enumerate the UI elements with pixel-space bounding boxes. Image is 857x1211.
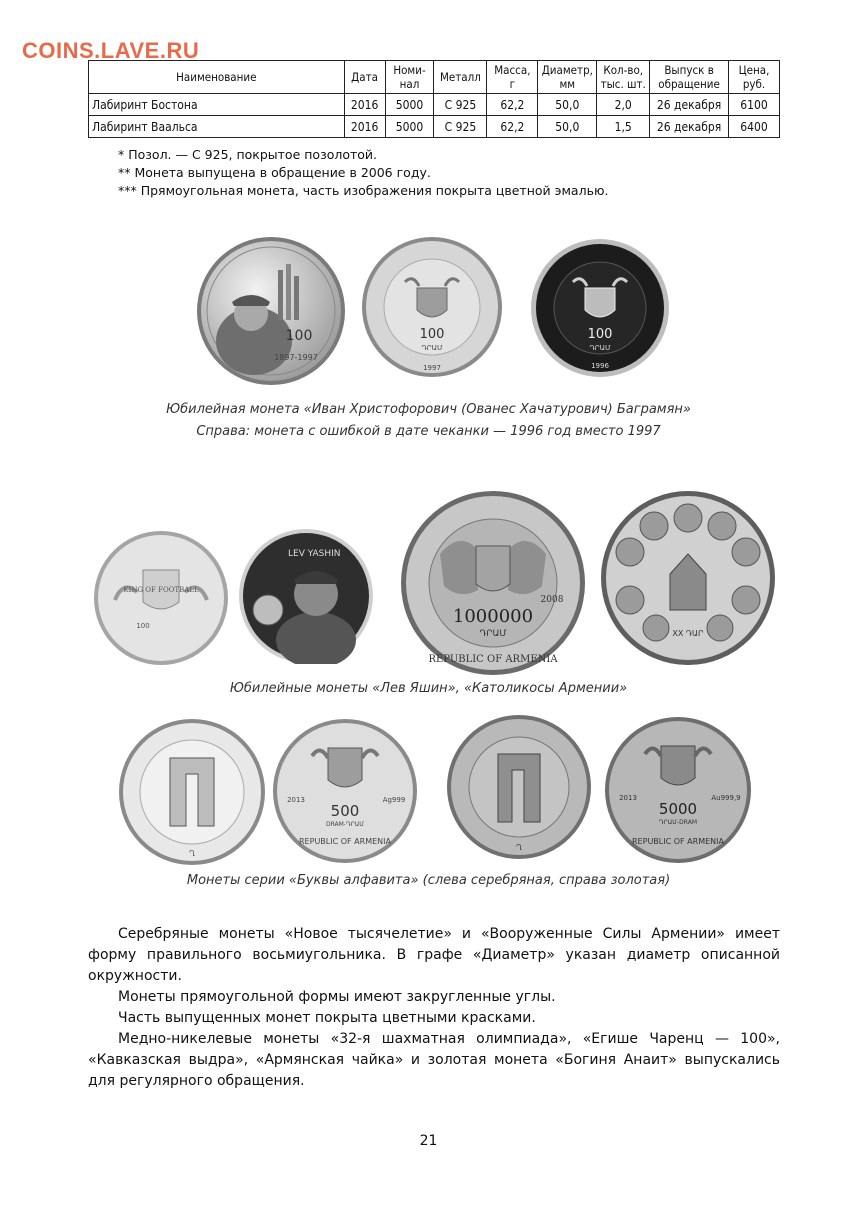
caption-bagramyan-note: Справа: монета с ошибкой в дате чеканки — 1996 год вместо 1997 xyxy=(196,424,661,439)
cell-price: 6100 xyxy=(729,94,780,116)
coin-legend: REPUBLIC OF ARMENIA xyxy=(632,837,724,846)
header-diameter: Диаметр, мм xyxy=(538,61,597,94)
coin-unit: ԴՐԱՄ xyxy=(421,344,443,352)
coin-legend: XX ԴԱՐ xyxy=(672,629,704,638)
coin-denomination: 1000000 xyxy=(452,606,534,627)
header-price: Цена, руб. xyxy=(729,61,780,94)
coin-unit: ԴՐԱՄ-DRAM xyxy=(658,819,698,826)
coin-denomination: 100 xyxy=(419,327,445,342)
header-date: Дата xyxy=(344,61,385,94)
coin-denomination: 100 xyxy=(285,328,313,344)
paragraph: Монеты прямоугольной формы имеют закругленные углы. xyxy=(118,989,556,1005)
coin-letter: Ղ xyxy=(188,849,196,858)
coin-unit: ԴՐԱՄ xyxy=(479,629,507,639)
cell-mass: 62,2 xyxy=(487,94,538,116)
coin-legend: REPUBLIC OF ARMENIA xyxy=(299,837,391,846)
cell-price: 6400 xyxy=(729,116,780,138)
cell-nominal: 5000 xyxy=(385,94,434,116)
header-metal: Металл xyxy=(434,61,487,94)
coins-table xyxy=(88,60,780,138)
coin-year: 1897-1997 xyxy=(274,353,318,362)
coin-500-dram xyxy=(272,718,418,864)
coin-year: 2008 xyxy=(540,595,564,605)
coin-letter-gold xyxy=(446,714,592,860)
header-quantity: Кол-во, тыс. шт. xyxy=(597,61,650,94)
coin-metal: Ag999 xyxy=(382,796,406,804)
cell-name: Лабиринт Бостона xyxy=(89,94,345,116)
coin-text: LEV YASHIN xyxy=(288,549,341,559)
coin-5000-dram xyxy=(604,716,752,864)
coin-text: KING OF FOOTBALL xyxy=(123,586,199,594)
cell-date: 2016 xyxy=(344,116,385,138)
coin-year: 2013 xyxy=(287,796,305,804)
cell-nominal: 5000 xyxy=(385,116,434,138)
coin-letter-silver xyxy=(118,718,266,866)
coin-year: 1996 xyxy=(591,362,609,370)
header-name: Наименование xyxy=(89,61,345,94)
paragraph: Часть выпущенных монет покрыта цветными красками. xyxy=(118,1010,536,1026)
coin-unit: DRAM-ԴՐԱՄ xyxy=(325,821,365,828)
coin-unit: ԴՐԱՄ xyxy=(589,344,611,352)
cell-date: 2016 xyxy=(344,94,385,116)
coin-letter: Ղ xyxy=(515,843,523,852)
coin-denomination: 100 xyxy=(587,327,613,342)
header-mass: Масса, г xyxy=(487,61,538,94)
header-release: Выпуск в обращение xyxy=(650,61,729,94)
coin-legend: REPUBLIC OF ARMENIA xyxy=(428,654,558,665)
caption-yashin-catholicos: Юбилейные монеты «Лев Яшин», «Католикосы Армении» xyxy=(229,681,628,696)
caption-bagramyan: Юбилейная монета «Иван Христофорович (Ованес Хачатурович) Баграмян» xyxy=(166,402,691,417)
cell-quantity: 1,5 xyxy=(597,116,650,138)
coin-bagramyan-portrait xyxy=(196,236,346,386)
cell-diameter: 50,0 xyxy=(538,116,597,138)
header-nominal: Номи- нал xyxy=(385,61,434,94)
coin-lev-yashin xyxy=(238,528,374,664)
coin-denomination: 100 xyxy=(136,622,150,630)
footnote: ** Монета выпущена в обращение в 2006 году. xyxy=(118,165,431,180)
caption-alphabet-letters: Монеты серии «Буквы алфавита» (слева серебряная, справа золотая) xyxy=(186,873,671,888)
watermark: COINS.LAVE.RU xyxy=(22,38,200,63)
cell-metal: С 925 xyxy=(434,94,487,116)
cell-metal: С 925 xyxy=(434,116,487,138)
table-row xyxy=(89,116,780,138)
coin-year: 1997 xyxy=(423,364,441,372)
coin-denomination: 5000 xyxy=(658,800,698,818)
cell-release: 26 декабря xyxy=(650,94,729,116)
cell-diameter: 50,0 xyxy=(538,94,597,116)
footnote: *** Прямоугольная монета, часть изображения покрыта цветной эмалью. xyxy=(118,183,609,198)
body-text xyxy=(88,924,780,1092)
coin-denomination: 500 xyxy=(330,802,360,820)
paragraph: Медно-никелевые монеты «32-я шахматная олимпиада», «Егише Чаренц — 100», «Кавказская выдра», «Армянская чайка» и золотая монета «Богиня Анаит» выпускались для регулярного обращения. xyxy=(88,1031,780,1089)
coin-metal: Au999,9 xyxy=(711,794,741,802)
coin-1000000-dram xyxy=(400,490,586,676)
table-row xyxy=(89,94,780,116)
cell-name: Лабиринт Ваальса xyxy=(89,116,345,138)
footnotes xyxy=(118,146,608,200)
page-number: 21 xyxy=(419,1133,438,1149)
paragraph: Серебряные монеты «Новое тысячелетие» и «Вооруженные Силы Армении» имеет форму правильного восьмиугольника. В графе «Диаметр» указан диаметр описанной окружности. xyxy=(88,926,780,984)
coin-king-of-football xyxy=(93,530,229,666)
coin-bagramyan-reverse-1997 xyxy=(361,236,503,378)
cell-quantity: 2,0 xyxy=(597,94,650,116)
footnote: * Позол. — С 925, покрытое позолотой. xyxy=(118,147,378,162)
cell-release: 26 декабря xyxy=(650,116,729,138)
coin-catholicos xyxy=(600,490,776,666)
coin-year: 2013 xyxy=(619,794,637,802)
table-header-row xyxy=(89,61,780,94)
cell-mass: 62,2 xyxy=(487,116,538,138)
coin-bagramyan-reverse-1996-error xyxy=(530,238,670,378)
